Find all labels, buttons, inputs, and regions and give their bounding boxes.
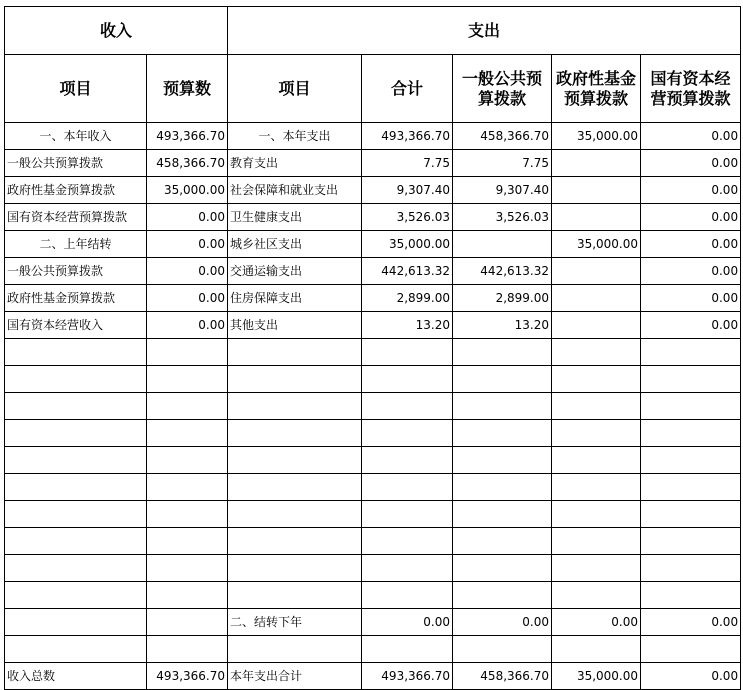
income-amount-cell [147, 555, 228, 582]
income-item-cell [5, 474, 147, 501]
expense-item-cell [228, 366, 362, 393]
general-budget-cell: 7.75 [453, 150, 552, 177]
total-cell [362, 555, 453, 582]
state-capital-cell: 0.00 [641, 663, 741, 690]
general-budget-column-header: 一般公共预算拨款 [453, 55, 552, 123]
general-budget-cell: 442,613.32 [453, 258, 552, 285]
income-item-cell: 国有资本经营预算拨款 [5, 204, 147, 231]
income-amount-cell [147, 420, 228, 447]
table-row [5, 582, 741, 609]
expense-item-cell: 卫生健康支出 [228, 204, 362, 231]
state-capital-cell [641, 366, 741, 393]
income-item-cell: 政府性基金预算拨款 [5, 177, 147, 204]
total-cell [362, 393, 453, 420]
table-row [5, 474, 741, 501]
income-item-cell: 二、上年结转 [5, 231, 147, 258]
income-item-cell [5, 636, 147, 663]
total-cell [362, 636, 453, 663]
gov-fund-cell [552, 204, 641, 231]
income-amount-cell [147, 501, 228, 528]
table-row [5, 204, 741, 231]
general-budget-cell: 13.20 [453, 312, 552, 339]
income-amount-cell: 0.00 [147, 312, 228, 339]
total-cell: 13.20 [362, 312, 453, 339]
general-budget-cell: 458,366.70 [453, 663, 552, 690]
table-row [5, 123, 741, 150]
gov-fund-cell [552, 393, 641, 420]
gov-fund-cell [552, 366, 641, 393]
income-item-cell [5, 366, 147, 393]
total-cell [362, 528, 453, 555]
gov-fund-cell: 35,000.00 [552, 123, 641, 150]
total-cell: 2,899.00 [362, 285, 453, 312]
table-row [5, 339, 741, 366]
income-amount-cell [147, 636, 228, 663]
income-item-cell [5, 393, 147, 420]
gov-fund-cell [552, 474, 641, 501]
income-item-cell: 一般公共预算拨款 [5, 258, 147, 285]
general-budget-cell: 0.00 [453, 609, 552, 636]
income-item-cell: 国有资本经营收入 [5, 312, 147, 339]
expense-item-cell [228, 582, 362, 609]
table-row [5, 393, 741, 420]
income-amount-cell: 0.00 [147, 204, 228, 231]
general-budget-cell: 9,307.40 [453, 177, 552, 204]
gov-fund-cell [552, 555, 641, 582]
income-item-cell: 收入总数 [5, 663, 147, 690]
general-budget-cell: 458,366.70 [453, 123, 552, 150]
table-row [5, 177, 741, 204]
budget-amount-column-header: 预算数 [147, 55, 228, 123]
expense-item-cell [228, 393, 362, 420]
income-item-cell [5, 528, 147, 555]
state-capital-cell: 0.00 [641, 231, 741, 258]
income-section-header: 收入 [5, 7, 228, 55]
gov-fund-column-header: 政府性基金预算拨款 [552, 55, 641, 123]
table-row [5, 285, 741, 312]
total-cell: 7.75 [362, 150, 453, 177]
expense-item-cell: 城乡社区支出 [228, 231, 362, 258]
income-amount-cell [147, 609, 228, 636]
income-amount-cell: 0.00 [147, 285, 228, 312]
gov-fund-cell [552, 447, 641, 474]
income-amount-cell: 0.00 [147, 231, 228, 258]
state-capital-cell [641, 636, 741, 663]
state-capital-cell [641, 393, 741, 420]
table-row [5, 420, 741, 447]
expense-item-cell: 教育支出 [228, 150, 362, 177]
expense-item-column-header: 项目 [228, 55, 362, 123]
table-row [5, 555, 741, 582]
column-header-row [5, 55, 741, 123]
table-row [5, 150, 741, 177]
general-budget-cell [453, 339, 552, 366]
expense-item-cell: 社会保障和就业支出 [228, 177, 362, 204]
expense-item-cell [228, 636, 362, 663]
gov-fund-cell [552, 177, 641, 204]
table-row [5, 366, 741, 393]
expense-item-cell [228, 447, 362, 474]
table-row [5, 312, 741, 339]
total-cell: 0.00 [362, 609, 453, 636]
state-capital-cell [641, 339, 741, 366]
expense-item-cell [228, 528, 362, 555]
general-budget-cell [453, 582, 552, 609]
income-amount-cell: 35,000.00 [147, 177, 228, 204]
income-amount-cell [147, 528, 228, 555]
state-capital-cell: 0.00 [641, 258, 741, 285]
expense-item-cell: 二、结转下年 [228, 609, 362, 636]
state-capital-cell [641, 420, 741, 447]
total-cell: 9,307.40 [362, 177, 453, 204]
state-capital-cell: 0.00 [641, 609, 741, 636]
income-item-cell: 一、本年收入 [5, 123, 147, 150]
total-cell [362, 474, 453, 501]
income-amount-cell [147, 366, 228, 393]
gov-fund-cell [552, 150, 641, 177]
income-item-cell [5, 501, 147, 528]
table-row [5, 528, 741, 555]
income-amount-cell [147, 582, 228, 609]
income-item-cell: 政府性基金预算拨款 [5, 285, 147, 312]
general-budget-cell [453, 528, 552, 555]
total-cell: 493,366.70 [362, 663, 453, 690]
expense-item-cell [228, 339, 362, 366]
income-item-cell [5, 555, 147, 582]
total-cell: 35,000.00 [362, 231, 453, 258]
gov-fund-cell [552, 420, 641, 447]
total-cell [362, 339, 453, 366]
expense-item-cell [228, 474, 362, 501]
general-budget-cell: 2,899.00 [453, 285, 552, 312]
income-item-cell: 一般公共预算拨款 [5, 150, 147, 177]
general-budget-cell [453, 393, 552, 420]
income-amount-cell [147, 447, 228, 474]
total-cell: 493,366.70 [362, 123, 453, 150]
gov-fund-cell [552, 501, 641, 528]
gov-fund-cell [552, 636, 641, 663]
general-budget-cell [453, 555, 552, 582]
gov-fund-cell: 35,000.00 [552, 663, 641, 690]
gov-fund-cell [552, 339, 641, 366]
income-item-cell [5, 609, 147, 636]
total-cell [362, 447, 453, 474]
expense-item-cell [228, 555, 362, 582]
income-item-cell [5, 339, 147, 366]
state-capital-cell [641, 582, 741, 609]
income-amount-cell [147, 339, 228, 366]
total-column-header: 合计 [362, 55, 453, 123]
income-amount-cell: 493,366.70 [147, 663, 228, 690]
general-budget-cell: 3,526.03 [453, 204, 552, 231]
state-capital-cell: 0.00 [641, 177, 741, 204]
state-capital-cell [641, 528, 741, 555]
income-item-cell [5, 447, 147, 474]
expense-item-cell: 其他支出 [228, 312, 362, 339]
table-row [5, 231, 741, 258]
expense-section-header: 支出 [228, 7, 741, 55]
state-capital-cell: 0.00 [641, 150, 741, 177]
state-capital-cell [641, 501, 741, 528]
gov-fund-cell [552, 258, 641, 285]
total-cell: 442,613.32 [362, 258, 453, 285]
total-cell [362, 501, 453, 528]
gov-fund-cell [552, 528, 641, 555]
total-cell [362, 420, 453, 447]
expense-item-cell: 交通运输支出 [228, 258, 362, 285]
state-capital-cell: 0.00 [641, 312, 741, 339]
general-budget-cell [453, 501, 552, 528]
gov-fund-cell: 35,000.00 [552, 231, 641, 258]
income-amount-cell: 0.00 [147, 258, 228, 285]
general-budget-cell [453, 636, 552, 663]
income-amount-cell [147, 474, 228, 501]
income-item-column-header: 项目 [5, 55, 147, 123]
budget-table [4, 6, 741, 690]
general-budget-cell [453, 231, 552, 258]
section-header-row [5, 7, 741, 55]
expense-item-cell [228, 501, 362, 528]
general-budget-cell [453, 474, 552, 501]
table-row [5, 501, 741, 528]
general-budget-cell [453, 366, 552, 393]
state-capital-cell: 0.00 [641, 204, 741, 231]
state-capital-cell [641, 474, 741, 501]
expense-item-cell: 本年支出合计 [228, 663, 362, 690]
total-cell [362, 366, 453, 393]
expense-item-cell: 住房保障支出 [228, 285, 362, 312]
state-capital-cell [641, 447, 741, 474]
state-capital-cell: 0.00 [641, 285, 741, 312]
income-item-cell [5, 420, 147, 447]
expense-item-cell: 一、本年支出 [228, 123, 362, 150]
gov-fund-cell [552, 285, 641, 312]
table-row [5, 636, 741, 663]
gov-fund-cell [552, 312, 641, 339]
gov-fund-cell: 0.00 [552, 609, 641, 636]
income-item-cell [5, 582, 147, 609]
state-capital-cell: 0.00 [641, 123, 741, 150]
income-amount-cell: 493,366.70 [147, 123, 228, 150]
income-amount-cell [147, 393, 228, 420]
total-cell: 3,526.03 [362, 204, 453, 231]
table-row [5, 447, 741, 474]
state-capital-column-header: 国有资本经营预算拨款 [641, 55, 741, 123]
gov-fund-cell [552, 582, 641, 609]
state-capital-cell [641, 555, 741, 582]
table-row [5, 663, 741, 690]
expense-item-cell [228, 420, 362, 447]
income-amount-cell: 458,366.70 [147, 150, 228, 177]
table-row [5, 609, 741, 636]
total-cell [362, 582, 453, 609]
general-budget-cell [453, 420, 552, 447]
general-budget-cell [453, 447, 552, 474]
table-row [5, 258, 741, 285]
